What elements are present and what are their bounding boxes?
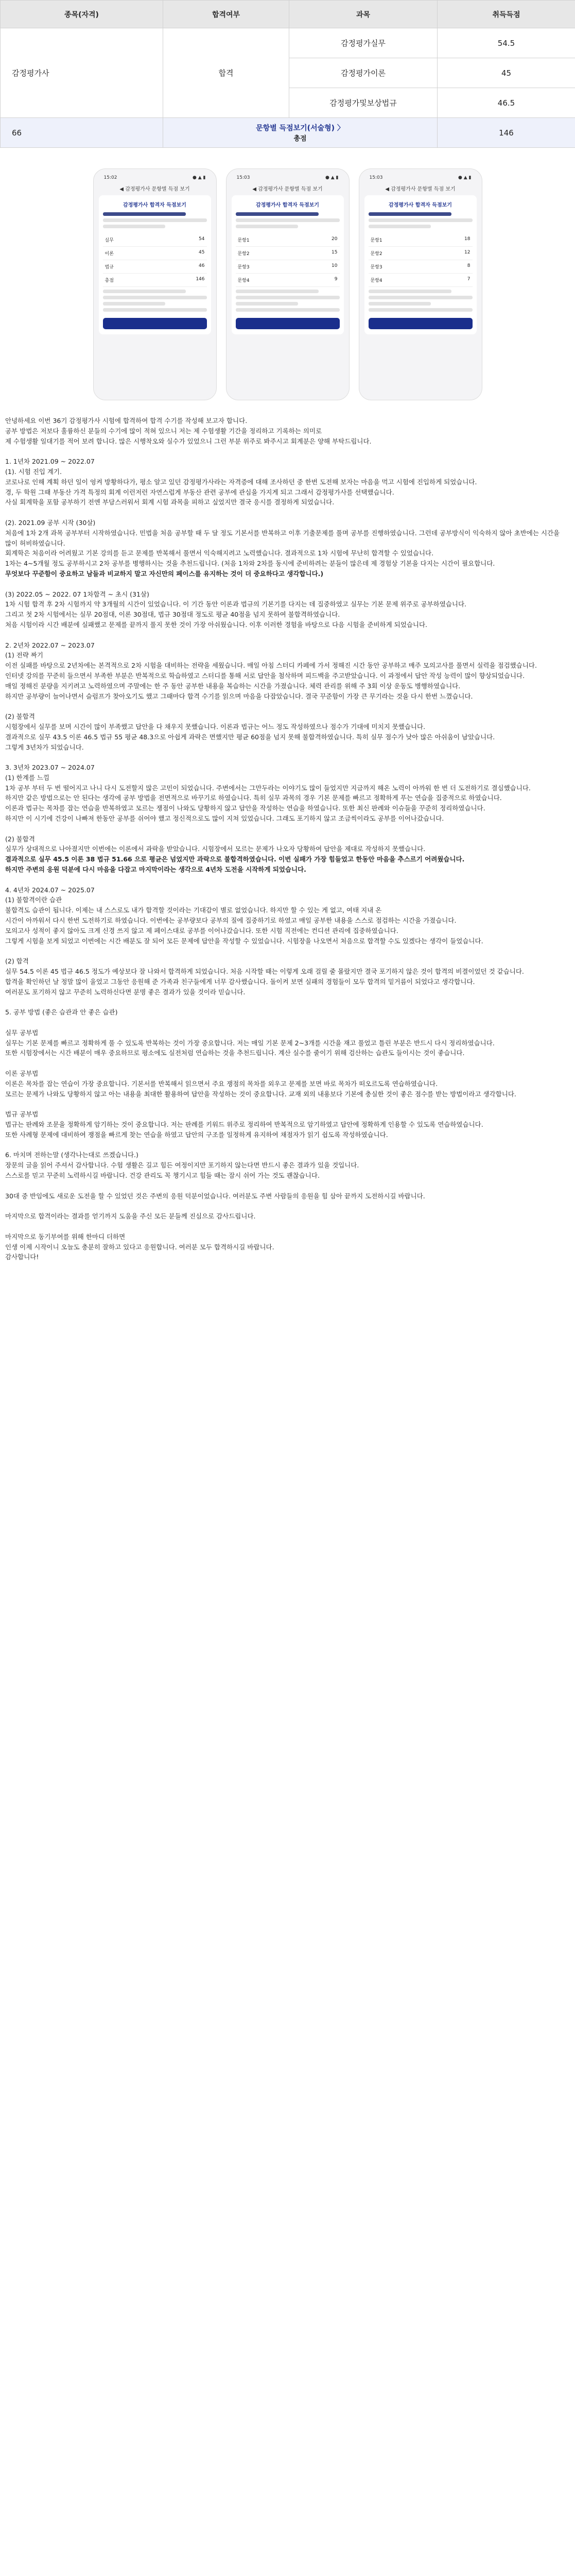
table-row bbox=[1, 28, 575, 58]
phone-status-bar: 15:03 ● ▲ ▮ bbox=[236, 175, 339, 180]
article-line: (3) 2022.05 ~ 2022. 07 1차합격 ~ 초시 (31살) bbox=[5, 590, 149, 598]
total-label: 총점 bbox=[293, 135, 307, 143]
phone-header: ◀ 감정평가사 문항별 득점 보기 bbox=[119, 187, 190, 192]
phone-card-title: 감정평가사 합격자 득점보기 bbox=[256, 202, 319, 208]
phone-row: 법규 46 bbox=[103, 260, 207, 274]
article-line: (1) 전략 짜기 bbox=[5, 651, 43, 659]
phone-header: ◀ 감정평가사 문항별 득점 보기 bbox=[385, 187, 456, 192]
article-line: 결과적으로 실무 45.5 이론 38 법규 51.66 으로 평균은 넘었지만 과락으로 불합격하였습니다. 이번 실패가 가장 힘들었고 한동안 마음을 추스르기 어려웠습니다. bbox=[5, 855, 465, 863]
phone-row: 총점 146 bbox=[103, 274, 207, 287]
score-cell: 45 bbox=[438, 58, 575, 88]
article-line: 경, 두 학원 그때 부동산 가격 특정의 회계 이런저런 자연스럽게 부동산 관련 공부에 관심을 가지게 되고 그래서 감정평가사를 선택했습니다. bbox=[5, 488, 394, 496]
article-line: 또한 사례형 문제에 대비하여 쟁점을 빠르게 찾는 연습을 하였고 답안의 구조를 일정하게 유지하여 채점자가 읽기 쉽도록 작성하였습니다. bbox=[5, 1130, 388, 1139]
blank-line bbox=[5, 824, 570, 834]
article-line: 시간이 아까워서 다시 한번 도전하기로 하였습니다. 이번에는 공부량보다 공부의 질에 집중하기로 하였고 매일 공부한 내용을 스스로 점검하는 시간을 가졌습니다. bbox=[5, 917, 457, 925]
phone-row: 문항1 20 bbox=[236, 233, 340, 247]
article-line: 1차 공부 부터 두 번 떨어지고 나니 다시 도전할지 많은 고민이 되었습니다. 주변에서는 그만두라는 이야기도 많이 들었지만 지금까지 해온 노력이 아까워 한 번 더 도전하기로 결심했습니다. bbox=[5, 784, 531, 792]
article-line: 법규는 판례와 조문을 정확하게 암기하는 것이 중요합니다. 저는 판례를 키워드 위주로 정리하여 반복적으로 암기하였고 답안에 정확하게 인용할 수 있도록 연습하였습니다. bbox=[5, 1120, 483, 1128]
phone-status-bar: 15:03 ● ▲ ▮ bbox=[369, 175, 472, 180]
article-line: 안녕하세요 이번 36기 감정평가사 시험에 합격하여 합격 수기를 작성해 보고자 합니다. bbox=[5, 417, 248, 425]
header-result: 합격여부 bbox=[163, 1, 289, 28]
article-line: 실무 54.5 이론 45 법규 46.5 정도가 예상보다 잘 나와서 합격하게 되었습니다. 처음 시작할 때는 이렇게 오래 걸릴 줄 몰랐지만 결국 포기하지 않은 것이 합격의 비결이었던 것 같습니다. bbox=[5, 968, 524, 976]
phone-header: ◀ 감정평가사 문항별 득점 보기 bbox=[252, 187, 323, 192]
subject-cell: 감정평가실무 bbox=[289, 28, 438, 58]
phone-row: 문항2 12 bbox=[369, 247, 473, 260]
phone-row: 문항1 18 bbox=[369, 233, 473, 247]
phone-button bbox=[236, 318, 340, 329]
article-line: 6. 마치며 전하는말 (생각나는대로 쓰겠습니다.) bbox=[5, 1151, 138, 1159]
article-line: 법규 공부법 bbox=[5, 1110, 39, 1118]
blank-line bbox=[5, 1222, 570, 1232]
phone-screenshot bbox=[226, 168, 350, 400]
blank-line bbox=[5, 1018, 570, 1028]
phone-row: 문항2 15 bbox=[236, 247, 340, 260]
phone-card bbox=[232, 195, 344, 334]
phone-card bbox=[364, 195, 477, 334]
phone-row: 문항4 7 bbox=[369, 274, 473, 287]
subject-cell: 감정평가및보상법규 bbox=[289, 88, 438, 118]
article-line: 불합격도 습관이 됩니다. 이제는 내 스스로도 내가 합격할 것이라는 기대감이 별로 없었습니다. 하지만 할 수 있는 게 없고, 여태 지내 온 bbox=[5, 906, 382, 914]
article-line: 또한 시험장에서는 시간 배분이 매우 중요하므로 평소에도 실전처럼 연습하는 것을 추천드립니다. 계산 실수를 줄이기 위해 검산하는 습관도 들이시는 것이 좋습니다. bbox=[5, 1049, 465, 1057]
article-line: 무엇보다 꾸준함이 중요하고 남들과 비교하지 말고 자신만의 페이스를 유지하는 것이 더 중요하다고 생각합니다.) bbox=[5, 569, 324, 578]
article-line: 1차는 4~5개월 정도 공부하시고 2차 공부를 병행하시는 것을 추천드립니다. (처음 1차와 2차를 동시에 준비하려는 분들이 많은데 제 경험상 기본을 다지는 시간이 필요합니다. bbox=[5, 560, 495, 568]
phone-card-title: 감정평가사 합격자 득점보기 bbox=[389, 202, 452, 208]
article-line: 1. 1년차 2021.09 ~ 2022.07 bbox=[5, 457, 95, 466]
article-line: 3. 3년차 2023.07 ~ 2024.07 bbox=[5, 764, 95, 772]
blank-line bbox=[5, 630, 570, 640]
result-cell: 합격 bbox=[163, 28, 289, 118]
blank-line bbox=[5, 1140, 570, 1150]
summary-number: 66 bbox=[1, 118, 163, 148]
article-line: 모르는 문제가 나와도 당황하지 않고 아는 내용을 최대한 활용하여 답안을 작성하는 것이 중요합니다. 교재 외의 내용보다 기본에 충실한 것이 좋은 점수를 받는 방법이라고 생각합니다. bbox=[5, 1090, 516, 1098]
table-header-row bbox=[1, 1, 575, 28]
blank-line bbox=[5, 446, 570, 456]
blank-line bbox=[5, 875, 570, 885]
article-line: 매일 정해진 분량을 지키려고 노력하였으며 주말에는 한 주 동안 공부한 내용을 복습하는 시간을 가졌습니다. 체력 관리를 위해 주 3회 이상 운동도 병행하였습니다. bbox=[5, 682, 461, 690]
article-line: 회계학은 처음이라 어려웠고 기본 강의를 듣고 문제를 반복해서 풀면서 익숙해지려고 노력했습니다. 결과적으로 1차 시험에 무난히 합격할 수 있었습니다. bbox=[5, 549, 434, 557]
article-line: 스스로를 믿고 꾸준히 노력하시길 바랍니다. 건강 관리도 꼭 챙기시고 힘들 때는 잠시 쉬어 가는 것도 괜찮습니다. bbox=[5, 1171, 320, 1179]
header-subject: 과목 bbox=[289, 1, 438, 28]
article-line: 마지막으로 동기부여를 위해 한마디 더하면 bbox=[5, 1232, 126, 1241]
article-line: 이전 실패를 바탕으로 2년차에는 본격적으로 2차 시험을 대비하는 전략을 세웠습니다. 매일 아침 스터디 카페에 가서 정해진 시간 동안 공부하고 매주 모의고사를 풀면서 실력을 점검했습니다. bbox=[5, 662, 537, 670]
article-line: 하지만 같은 방법으로는 안 된다는 생각에 공부 방법을 전면적으로 바꾸기로 하였습니다. 특히 실무 과목의 경우 기본 문제를 빠르고 정확하게 푸는 연습을 집중적으로 하였습니다. bbox=[5, 794, 502, 802]
header-qualification: 종목(자격) bbox=[1, 1, 163, 28]
blank-line bbox=[5, 701, 570, 711]
article-line: 5. 공부 방법 (좋은 습관과 안 좋은 습관) bbox=[5, 1008, 118, 1016]
article-line: 감사합니다! bbox=[5, 1253, 39, 1261]
blank-line bbox=[5, 507, 570, 518]
article-line: (1) 한계를 느낌 bbox=[5, 773, 50, 782]
summary-link-cell bbox=[163, 118, 438, 148]
blank-line bbox=[5, 946, 570, 956]
article-line: 30대 중 반임에도 새로운 도전을 할 수 있었던 것은 주변의 응원 덕분이었습니다. 여러분도 주변 사람들의 응원을 힘 삼아 끝까지 도전하시길 바랍니다. bbox=[5, 1192, 425, 1200]
article-line: (1) 불합격이란 습관 bbox=[5, 896, 62, 904]
blank-line bbox=[5, 1181, 570, 1191]
phone-row: 문항3 10 bbox=[236, 260, 340, 274]
blank-line bbox=[5, 1201, 570, 1211]
review-article bbox=[0, 416, 575, 1278]
article-line: 하지만 공부량이 늘어나면서 슬럼프가 찾아오기도 했고 그때마다 합격 수기를 읽으며 마음을 다잡았습니다. 결국 꾸준함이 가장 큰 무기라는 것을 다시 한번 느꼈습니다. bbox=[5, 692, 473, 700]
article-line: 4. 4년차 2024.07 ~ 2025.07 bbox=[5, 886, 95, 894]
blank-line bbox=[5, 579, 570, 589]
article-line: 하지만 주변의 응원 덕분에 다시 마음을 다잡고 마지막이라는 생각으로 4년차 도전을 시작하게 되었습니다. bbox=[5, 866, 306, 874]
article-line: 장문의 글을 읽어 주셔서 감사합니다. 수험 생활은 길고 힘든 여정이지만 포기하지 않는다면 반드시 좋은 결과가 있을 것입니다. bbox=[5, 1161, 359, 1170]
article-line: 사실 회계학을 포함 공부하기 전엔 부담스러워서 회계 시험 과목을 피하고 싶었지만 결국 응시를 결정하게 되었습니다. bbox=[5, 498, 335, 506]
article-line: 합격을 확인하던 날 정말 많이 울었고 그동안 응원해 준 가족과 친구들에게 너무 감사했습니다. 돌이켜 보면 실패의 경험들이 모두 합격의 밑거름이 되었다고 생각합니다. bbox=[5, 977, 475, 986]
article-line: 이론은 목차를 잡는 연습이 가장 중요합니다. 기본서를 반복해서 읽으면서 주요 쟁점의 목차를 외우고 문제를 보면 바로 목차가 떠오르도록 연습하였습니다. bbox=[5, 1079, 438, 1088]
phone-row: 실무 54 bbox=[103, 233, 207, 247]
phone-row: 문항4 9 bbox=[236, 274, 340, 287]
phone-button bbox=[103, 318, 207, 329]
score-cell: 54.5 bbox=[438, 28, 575, 58]
blank-line bbox=[5, 1058, 570, 1069]
phone-card-title: 감정평가사 합격자 득점보기 bbox=[123, 202, 186, 208]
article-line: 처음 시험이라 시간 배분에 실패했고 문제를 끝까지 풀지 못한 것이 가장 아쉬웠습니다. 이후 이러한 경험을 바탕으로 다음 시험을 준비하게 되었습니다. bbox=[5, 620, 428, 629]
article-line: (1). 시험 진입 계기. bbox=[5, 467, 62, 476]
article-line: (2). 2021.09 공부 시작 (30살) bbox=[5, 518, 96, 527]
article-line: 그렇게 시험을 보게 되었고 이번에는 시간 배분도 잘 되어 모든 문제에 답안을 작성할 수 있었습니다. 시험장을 나오면서 처음으로 합격할 수도 있겠다는 생각이 들었습니다. bbox=[5, 937, 483, 945]
article-line: 이론과 법규는 목차를 잡는 연습을 반복하였고 모르는 쟁점이 나와도 당황하지 않고 답안을 작성하는 연습을 하였습니다. 또한 최신 판례와 이슈들을 꾸준히 정리하였습니다. bbox=[5, 804, 485, 812]
article-line: (2) 불합격 bbox=[5, 713, 35, 721]
screenshot-gallery bbox=[0, 148, 575, 416]
article-line: 공부 방법은 저보다 훌륭하신 분들의 수기에 많이 적혀 있으니 저는 제 수험생활 기간을 정리하고 기록하는 의미로 bbox=[5, 427, 322, 435]
article-line: (2) 불합격 bbox=[5, 835, 35, 843]
phone-status-bar: 15:02 ● ▲ ▮ bbox=[103, 175, 206, 180]
phone-screenshot bbox=[359, 168, 482, 400]
article-line: 실무 공부법 bbox=[5, 1028, 39, 1037]
article-line: 결과적으로 실무 43.5 이론 46.5 법규 55 평균 48.3으로 아쉽게 과락은 면했지만 평균 60점을 넘지 못해 불합격하였습니다. 특히 실무 점수가 낮아 많은 아쉬움이 남았습니다. bbox=[5, 733, 495, 741]
article-line: (2) 합격 bbox=[5, 957, 29, 965]
phone-button bbox=[369, 318, 473, 329]
phone-row: 문항3 8 bbox=[369, 260, 473, 274]
phone-screenshot bbox=[93, 168, 217, 400]
summary-row bbox=[1, 118, 575, 148]
article-line: 1차 시험 합격 후 2차 시험까지 약 3개월의 시간이 있었습니다. 이 기간 동안 이론과 법규의 기본기를 다지는 데 집중하였고 실무는 기본 문제 위주로 공부하였습니다. bbox=[5, 600, 466, 608]
article-line: 실무는 기본 문제를 빠르고 정확하게 풀 수 있도록 반복하는 것이 가장 중요합니다. 저는 매일 기본 문제 2~3개를 시간을 재고 풀었고 틀린 부분은 반드시 다시 정리하였습니다. bbox=[5, 1039, 495, 1047]
article-line: 제 수험생활 일대기를 적어 보려 합니다. 많은 시행착오와 실수가 있었으니 그런 부분 위주로 봐주시고 회계분은 양해 부탁드립니다. bbox=[5, 437, 372, 445]
article-line: 인터넷 강의를 꾸준히 들으면서 부족한 부분은 반복적으로 학습하였고 스터디를 통해 서로 답안을 첨삭하며 피드백을 주고받았습니다. 이 과정에서 답안 작성 능력이 많이 향상되었습니다. bbox=[5, 671, 525, 680]
article-line: 하지만 이 시기에 건강이 나빠져 한동안 공부를 쉬어야 했고 정신적으로도 많이 지쳐 있었습니다. 그래도 포기하지 않고 조금씩이라도 공부를 이어나갔습니다. bbox=[5, 815, 444, 823]
article-line: 그렇게 3년차가 되었습니다. bbox=[5, 743, 84, 751]
article-line: 인생 이제 시작이니 오늘도 충분히 잘하고 있다고 응원합니다. 여러분 모두 합격하시길 바랍니다. bbox=[5, 1243, 274, 1251]
article-line: 시험장에서 실무를 보며 시간이 많이 부족했고 답안을 다 채우지 못했습니다. 이론과 법규는 어느 정도 작성하였으나 점수가 기대에 미치지 못했습니다. bbox=[5, 722, 426, 731]
qualification-cell: 감정평가사 bbox=[1, 28, 163, 118]
phone-card bbox=[99, 195, 211, 334]
blank-line bbox=[5, 752, 570, 762]
article-line: 처음에 1차 2개 과목 공부부터 시작하였습니다. 민법을 처음 공부할 때 두 달 정도 기본서를 반복하고 이후 기출문제를 풀며 공부를 진행하였습니다. 그런데 공부방식이 익숙하지 않아 초반에는 시간을 많이 허비하였습니다. bbox=[5, 529, 560, 547]
score-detail-link[interactable]: 문항별 득점보기(서술형) 〉 bbox=[256, 124, 344, 132]
blank-line bbox=[5, 1099, 570, 1109]
header-score: 취득득점 bbox=[438, 1, 575, 28]
article-line: 여러분도 포기하지 않고 꾸준히 노력하신다면 분명 좋은 결과가 있을 것이라 믿습니다. bbox=[5, 988, 246, 996]
phone-row: 이론 45 bbox=[103, 247, 207, 260]
blank-line bbox=[5, 997, 570, 1007]
total-score: 146 bbox=[438, 118, 575, 148]
article-line: 모의고사 성적이 좋지 않아도 크게 신경 쓰지 않고 제 페이스대로 공부를 이어나갔습니다. 또한 시험 직전에는 컨디션 관리에 집중하였습니다. bbox=[5, 926, 398, 935]
article-line: 이론 공부법 bbox=[5, 1070, 39, 1077]
score-cell: 46.5 bbox=[438, 88, 575, 118]
article-line: 실무가 상대적으로 나아졌지만 이번에는 이론에서 과락을 받았습니다. 시험장에서 모르는 문제가 나오자 당황하여 답안을 제대로 작성하지 못했습니다. bbox=[5, 845, 426, 853]
article-line: 코로나로 인해 계획 하던 일이 엉켜 방황하다가, 평소 알고 있던 감정평가사라는 자격증에 대해 조사하던 중 한번 도전해 보자는 마음을 먹고 시험에 진입하게 되었습니다. bbox=[5, 478, 477, 486]
article-line: 2. 2년차 2022.07 ~ 2023.07 bbox=[5, 641, 95, 649]
article-line: 그리고 첫 2차 시험에서는 실무 20점대, 이론 30점대, 법규 30점대 정도로 평균 40점을 넘지 못하여 불합격하였습니다. bbox=[5, 611, 340, 619]
score-table bbox=[0, 0, 575, 148]
subject-cell: 감정평가이론 bbox=[289, 58, 438, 88]
article-line: 마지막으로 합격이라는 결과를 얻기까지 도움을 주신 모든 분들께 진심으로 감사드립니다. bbox=[5, 1212, 256, 1221]
